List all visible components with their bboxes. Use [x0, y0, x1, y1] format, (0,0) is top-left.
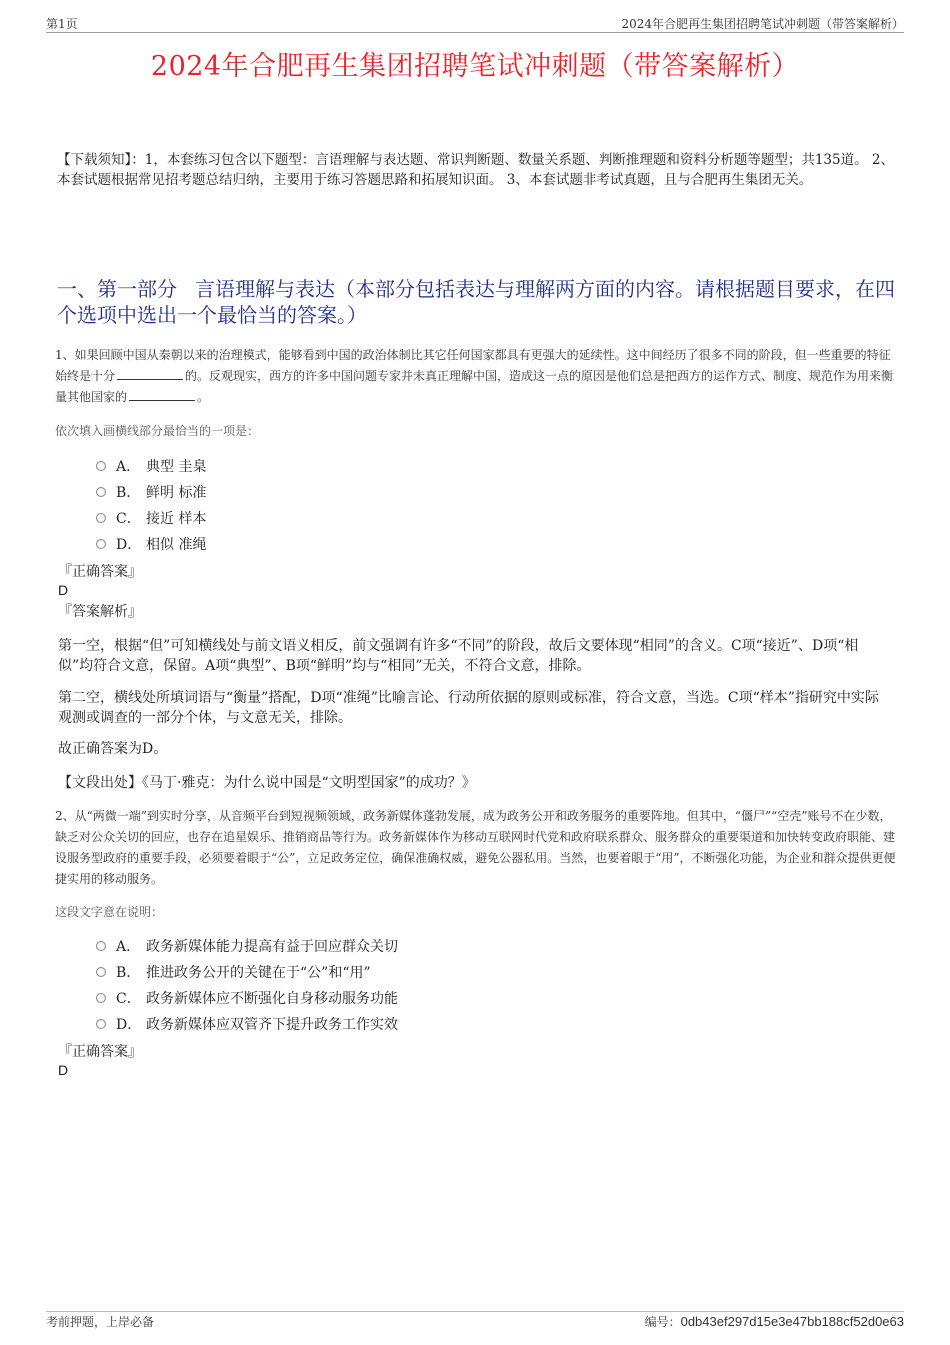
- option-letter: D．: [116, 1017, 142, 1033]
- option-c[interactable]: [96, 505, 206, 531]
- option-text: 典型 圭臬: [146, 459, 207, 475]
- option-text: 政务新媒体应不断强化自身移动服务功能: [146, 991, 398, 1007]
- option-text: 相似 准绳: [146, 537, 207, 553]
- question-2-prompt: 这段文字意在说明：: [55, 905, 164, 919]
- radio-icon[interactable]: [96, 993, 106, 1003]
- option-text: 接近 样本: [146, 511, 207, 527]
- analysis-label: 『答案解析』: [58, 604, 142, 620]
- option-letter: A．: [116, 939, 141, 955]
- option-letter: A．: [116, 459, 141, 475]
- question-1-options: [96, 453, 206, 557]
- section-prefix: 一、第一部分: [57, 277, 177, 301]
- section-description: 言语理解与表达（本部分包括表达与理解两方面的内容。请根据题目要求，在四个选项中选出一个最恰当的答案。）: [57, 277, 895, 327]
- page-number-label: 第1页: [46, 17, 78, 31]
- analysis-paragraph-2: 第二空，横线处所填词语与“衡量”搭配，D项“准绳”比喻言论、行动所依据的原则或标准，符合文意，当选。C项“样本”指研究中实际观测或调查的一部分个体，与文意无关，排除。: [58, 690, 879, 726]
- footer-slogan: 考前押题，上岸必备: [46, 1315, 155, 1329]
- correct-answer-label: 『正确答案』: [58, 564, 142, 580]
- option-b[interactable]: [96, 479, 206, 505]
- radio-icon[interactable]: [96, 461, 106, 471]
- footer-code-label: 编号：: [644, 1315, 681, 1329]
- radio-icon[interactable]: [96, 539, 106, 549]
- option-letter: B．: [116, 485, 141, 501]
- option-text: 政务新媒体能力提高有益于回应群众关切: [146, 939, 398, 955]
- radio-icon[interactable]: [96, 513, 106, 523]
- fill-blank-1: [117, 367, 183, 380]
- analysis-conclusion: 故正确答案为D。: [58, 741, 168, 757]
- correct-answer-value: D: [58, 582, 69, 598]
- radio-icon[interactable]: [96, 1019, 106, 1029]
- footer-divider: [46, 1311, 904, 1312]
- q1-stem-part-b: 的。反观现实，西方的许多中国问题专家并未真正理解中国，造成这一点的原因是他们总是把西方的运作方式、制度、规范作为用来衡量其他国家的: [55, 369, 894, 404]
- option-c[interactable]: [96, 985, 398, 1011]
- correct-answer-label: 『正确答案』: [58, 1044, 142, 1060]
- footer-code: [645, 1313, 904, 1330]
- download-notice: 【下载须知】：1，本套练习包含以下题型：言语理解与表达题、常识判断题、数量关系题、判断推理题和资料分析题等题型；共135道。 2、本套试题根据常见招考题总结归纳，主要用于练习答题思路和拓展知识面。 3、本套试题非考试真题，且与合肥再生集团无关。: [57, 152, 894, 188]
- source-citation: 【文段出处】《马丁·雅克：为什么说中国是“文明型国家”的成功？》: [58, 775, 476, 791]
- page-header: [46, 14, 904, 33]
- option-d[interactable]: [96, 531, 206, 557]
- option-letter: B．: [116, 965, 141, 981]
- option-text: 鲜明 标准: [146, 485, 207, 501]
- option-a[interactable]: [96, 933, 398, 959]
- document-title: 2024年合肥再生集团招聘笔试冲刺题（带答案解析）: [150, 51, 800, 82]
- question-1-stem: [55, 345, 900, 408]
- q1-stem-part-c: 。: [197, 390, 210, 404]
- radio-icon[interactable]: [96, 487, 106, 497]
- option-letter: C．: [116, 511, 141, 527]
- section-heading: [57, 276, 898, 328]
- radio-icon[interactable]: [96, 941, 106, 951]
- fill-blank-2: [129, 388, 195, 401]
- question-1-prompt: 依次填入画横线部分最恰当的一项是：: [55, 424, 260, 438]
- option-d[interactable]: [96, 1011, 398, 1037]
- option-a[interactable]: [96, 453, 206, 479]
- radio-icon[interactable]: [96, 967, 106, 977]
- footer-code-value: 0db43ef297d15e3e47bb188cf52d0e63: [680, 1314, 904, 1329]
- option-letter: C．: [116, 991, 141, 1007]
- header-doc-title: 2024年合肥再生集团招聘笔试冲刺题（带答案解析）: [621, 17, 904, 31]
- analysis-paragraph-1: 第一空，根据“但”可知横线处与前文语义相反，前文强调有许多“不同”的阶段，故后文要体现“相同”的含义。C项“接近”、D项“相似”均符合文意，保留。A项“典型”、B项“鲜明”均与“相同”无关，不符合文意，排除。: [58, 638, 859, 674]
- option-b[interactable]: [96, 959, 398, 985]
- correct-answer-value: D: [58, 1062, 69, 1078]
- question-2-options: [96, 933, 398, 1037]
- option-text: 推进政务公开的关键在于“公”和“用”: [146, 965, 371, 981]
- option-text: 政务新媒体应双管齐下提升政务工作实效: [146, 1017, 398, 1033]
- question-2-stem: 2、从“两微一端”到实时分享，从音频平台到短视频领域，政务新媒体蓬勃发展，成为政务公开和政务服务的重要阵地。但其中，“僵尸”“空壳”账号不在少数，缺乏对公众关切的回应，也存在追星娱乐、推销商品等行为。政务新媒体作为移动互联网时代党和政府联系群众、服务群众的重要渠道和加快转变政府职能、建设服务型政府的重要手段，必须要着眼于“公”，立足政务定位，确保准确权威，避免公器私用。当然，也要着眼于“用”，不断强化功能，为企业和群众提供更便捷实用的移动服务。: [55, 809, 896, 886]
- q1-stem-part-a: 1、如果回顾中国从秦朝以来的治理模式，能够看到中国的政治体制比其它任何国家都具有更强大的延续性。这中间经历了很多不同的阶段，但一些重要的特征始终是十分: [55, 348, 891, 383]
- option-letter: D．: [116, 537, 142, 553]
